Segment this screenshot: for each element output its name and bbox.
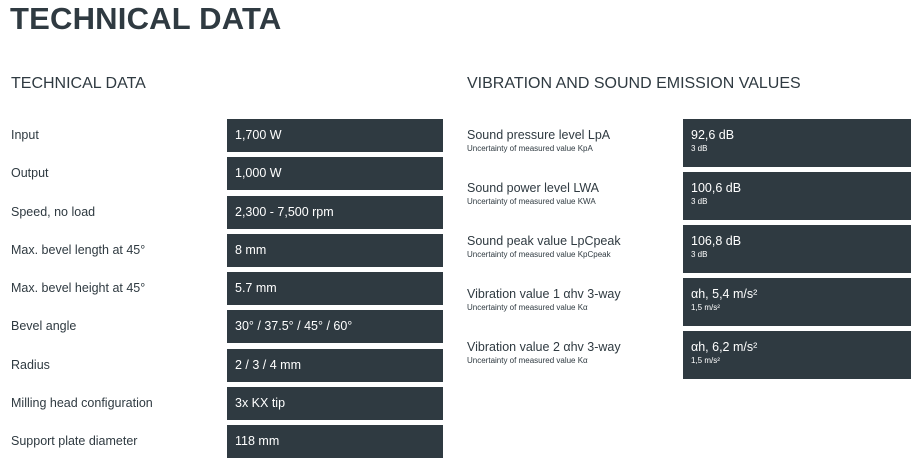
emission-value-cell (683, 331, 911, 379)
spec-label: Bevel angle (11, 319, 77, 334)
emission-value-cell (683, 278, 911, 326)
emission-value-cell (683, 119, 911, 167)
emission-label: Sound pressure level LpA (467, 128, 611, 142)
spec-row-support-plate (11, 425, 443, 458)
spec-label: Speed, no load (11, 204, 96, 219)
emission-uncertainty-label: Uncertainty of measured value KpA (467, 144, 593, 153)
spec-row-output (11, 157, 443, 190)
emission-value: αh, 6,2 m/s² (691, 340, 758, 354)
vibration-sound-table (467, 119, 911, 384)
emission-value: αh, 5,4 m/s² (691, 287, 758, 301)
spec-label: Max. bevel height at 45° (11, 281, 146, 296)
emission-row-vibration-1 (467, 278, 911, 326)
spec-row-bevel-height (11, 272, 443, 305)
emission-value: 106,8 dB (691, 234, 742, 248)
spec-value: 30° / 37.5° / 45° / 60° (227, 310, 443, 343)
emission-uncertainty-label: Uncertainty of measured value Kα (467, 356, 588, 365)
spec-row-bevel-angle (11, 310, 443, 343)
emission-label: Vibration value 2 αhv 3-way (467, 340, 621, 354)
emission-row-vibration-2 (467, 331, 911, 379)
spec-label: Radius (11, 357, 50, 372)
technical-data-heading: TECHNICAL DATA (11, 75, 146, 92)
spec-row-speed (11, 196, 443, 229)
emission-uncertainty-value: 3 dB (691, 250, 708, 259)
emission-uncertainty-value: 1,5 m/s² (691, 303, 720, 312)
emission-row-sound-peak (467, 225, 911, 273)
spec-value: 118 mm (227, 425, 443, 458)
emission-label-group (467, 128, 610, 155)
technical-data-table (11, 119, 443, 464)
emission-uncertainty-value: 3 dB (691, 144, 708, 153)
spec-label: Max. bevel length at 45° (11, 242, 146, 257)
spec-row-radius (11, 349, 443, 382)
emission-label-group (467, 340, 621, 367)
spec-row-milling-head (11, 387, 443, 420)
emission-uncertainty-value: 1,5 m/s² (691, 356, 720, 365)
emission-uncertainty-label: Uncertainty of measured value Kα (467, 303, 588, 312)
emission-label: Sound power level LWA (467, 181, 600, 195)
emission-label-group (467, 181, 599, 208)
spec-value: 3x KX tip (227, 387, 443, 420)
spec-row-bevel-length (11, 234, 443, 267)
emission-row-sound-pressure (467, 119, 911, 167)
emission-uncertainty-label: Uncertainty of measured value KWA (467, 197, 596, 206)
emission-label-group (467, 287, 621, 314)
emission-row-sound-power (467, 172, 911, 220)
emission-label: Vibration value 1 αhv 3-way (467, 287, 621, 301)
spec-row-input (11, 119, 443, 152)
spec-value: 5.7 mm (227, 272, 443, 305)
emission-uncertainty-value: 3 dB (691, 197, 708, 206)
emission-uncertainty-label: Uncertainty of measured value KpCpeak (467, 250, 611, 259)
emission-value-cell (683, 172, 911, 220)
emission-value: 100,6 dB (691, 181, 742, 195)
emission-label-group (467, 234, 621, 261)
spec-label: Input (11, 128, 39, 142)
spec-value: 1,000 W (227, 157, 443, 190)
emission-value-cell (683, 225, 911, 273)
page-title: TECHNICAL DATA (10, 1, 282, 36)
emission-label: Sound peak value LpCpeak (467, 234, 621, 248)
emission-value: 92,6 dB (691, 128, 735, 142)
spec-value: 2 / 3 / 4 mm (227, 349, 443, 382)
spec-label: Milling head configuration (11, 396, 153, 411)
spec-value: 8 mm (227, 234, 443, 267)
spec-label: Support plate diameter (11, 434, 138, 449)
spec-value: 1,700 W (227, 119, 443, 152)
vibration-sound-heading: VIBRATION AND SOUND EMISSION VALUES (467, 75, 801, 92)
spec-label: Output (11, 166, 49, 181)
spec-value: 2,300 - 7,500 rpm (227, 196, 443, 229)
